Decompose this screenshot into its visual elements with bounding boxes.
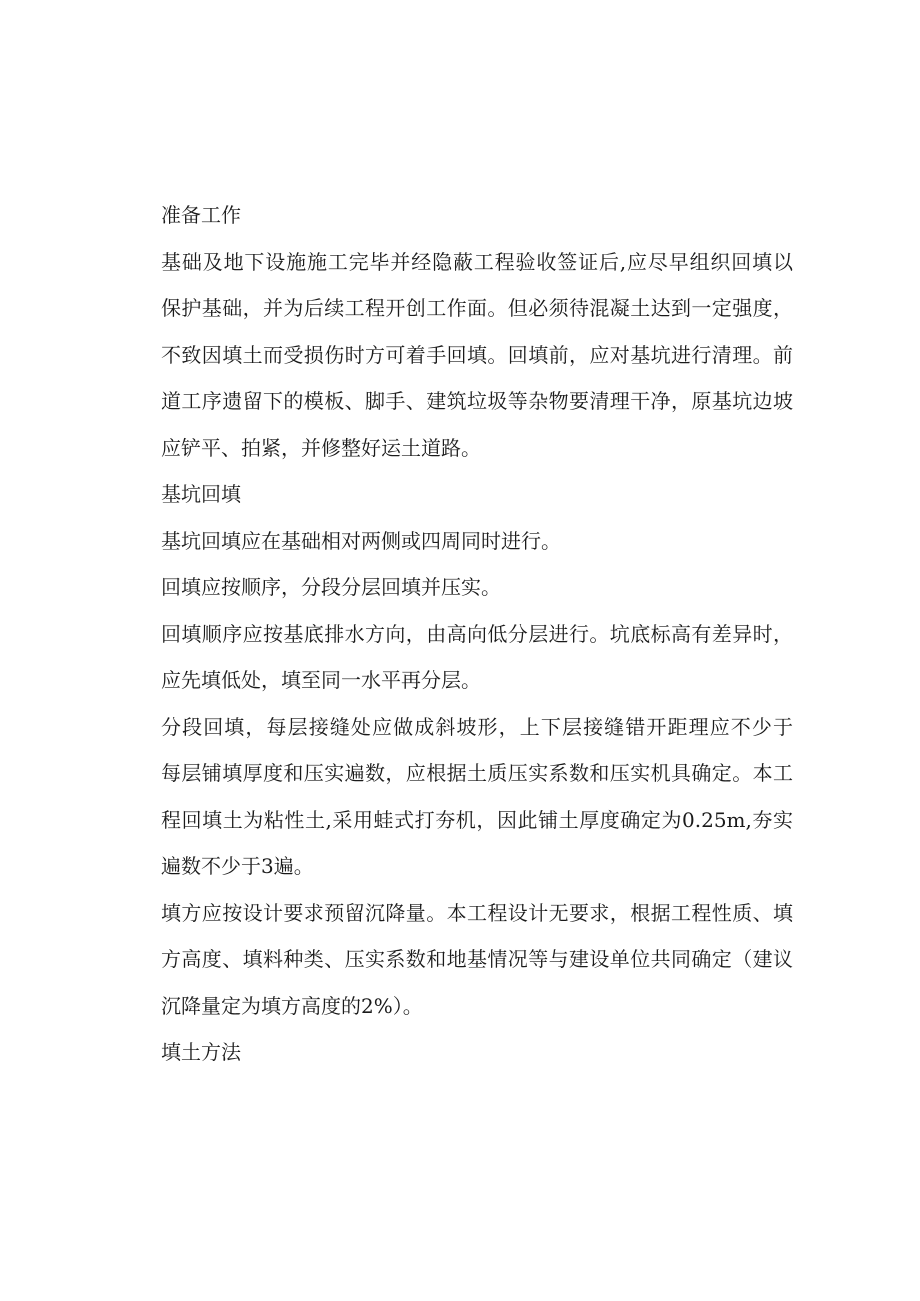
paragraph-line: 基础及地下设施施工完毕并经隐蔽工程验收签证后,应尽早组织回填以 <box>161 249 793 274</box>
paragraph-line: 基坑回填应在基础相对两侧或四周同时进行。 <box>161 528 561 553</box>
section-heading-pit-backfill: 基坑回填 <box>161 482 241 506</box>
paragraph-line: 每层铺填厚度和压实遍数，应根据土质压实系数和压实机具确定。本工 <box>161 761 793 785</box>
paragraph-line: 分段回填，每层接缝处应做成斜坡形，上下层接缝错开距理应不少于 <box>161 714 793 739</box>
paragraph-line: 遍数不少于3遍。 <box>161 854 314 878</box>
paragraph-line: 方高度、填料种类、压实系数和地基情况等与建设单位共同确定（建议 <box>161 947 793 971</box>
section-heading-preparation: 准备工作 <box>161 203 241 227</box>
paragraph-line: 回填顺序应按基底排水方向，由高向低分层进行。坑底标高有差异时， <box>161 621 793 646</box>
paragraph-line: 应铲平、拍紧，并修整好运土道路。 <box>161 435 481 460</box>
paragraph-line: 程回填土为粘性土,采用蛙式打夯机，因此铺土厚度确定为0.25m,夯实 <box>161 807 793 832</box>
paragraph-line: 道工序遗留下的模板、脚手、建筑垃圾等杂物要清理干净，原基坑边坡 <box>161 389 793 413</box>
paragraph-line: 回填应按顺序，分段分层回填并压实。 <box>161 575 501 599</box>
paragraph-line: 填方应按设计要求预留沉降量。本工程设计无要求，根据工程性质、填 <box>161 900 793 925</box>
paragraph-line: 应先填低处，填至同一水平再分层。 <box>161 668 481 692</box>
paragraph-line: 保护基础，并为后续工程开创工作面。但必须待混凝土达到一定强度， <box>161 296 793 320</box>
section-heading-fill-method: 填土方法 <box>161 1040 241 1064</box>
paragraph-line: 沉降量定为填方高度的2%）。 <box>161 993 423 1018</box>
paragraph-line: 不致因填土而受损伤时方可着手回填。回填前，应对基坑进行清理。前 <box>161 342 793 367</box>
document-body <box>161 192 793 1076</box>
